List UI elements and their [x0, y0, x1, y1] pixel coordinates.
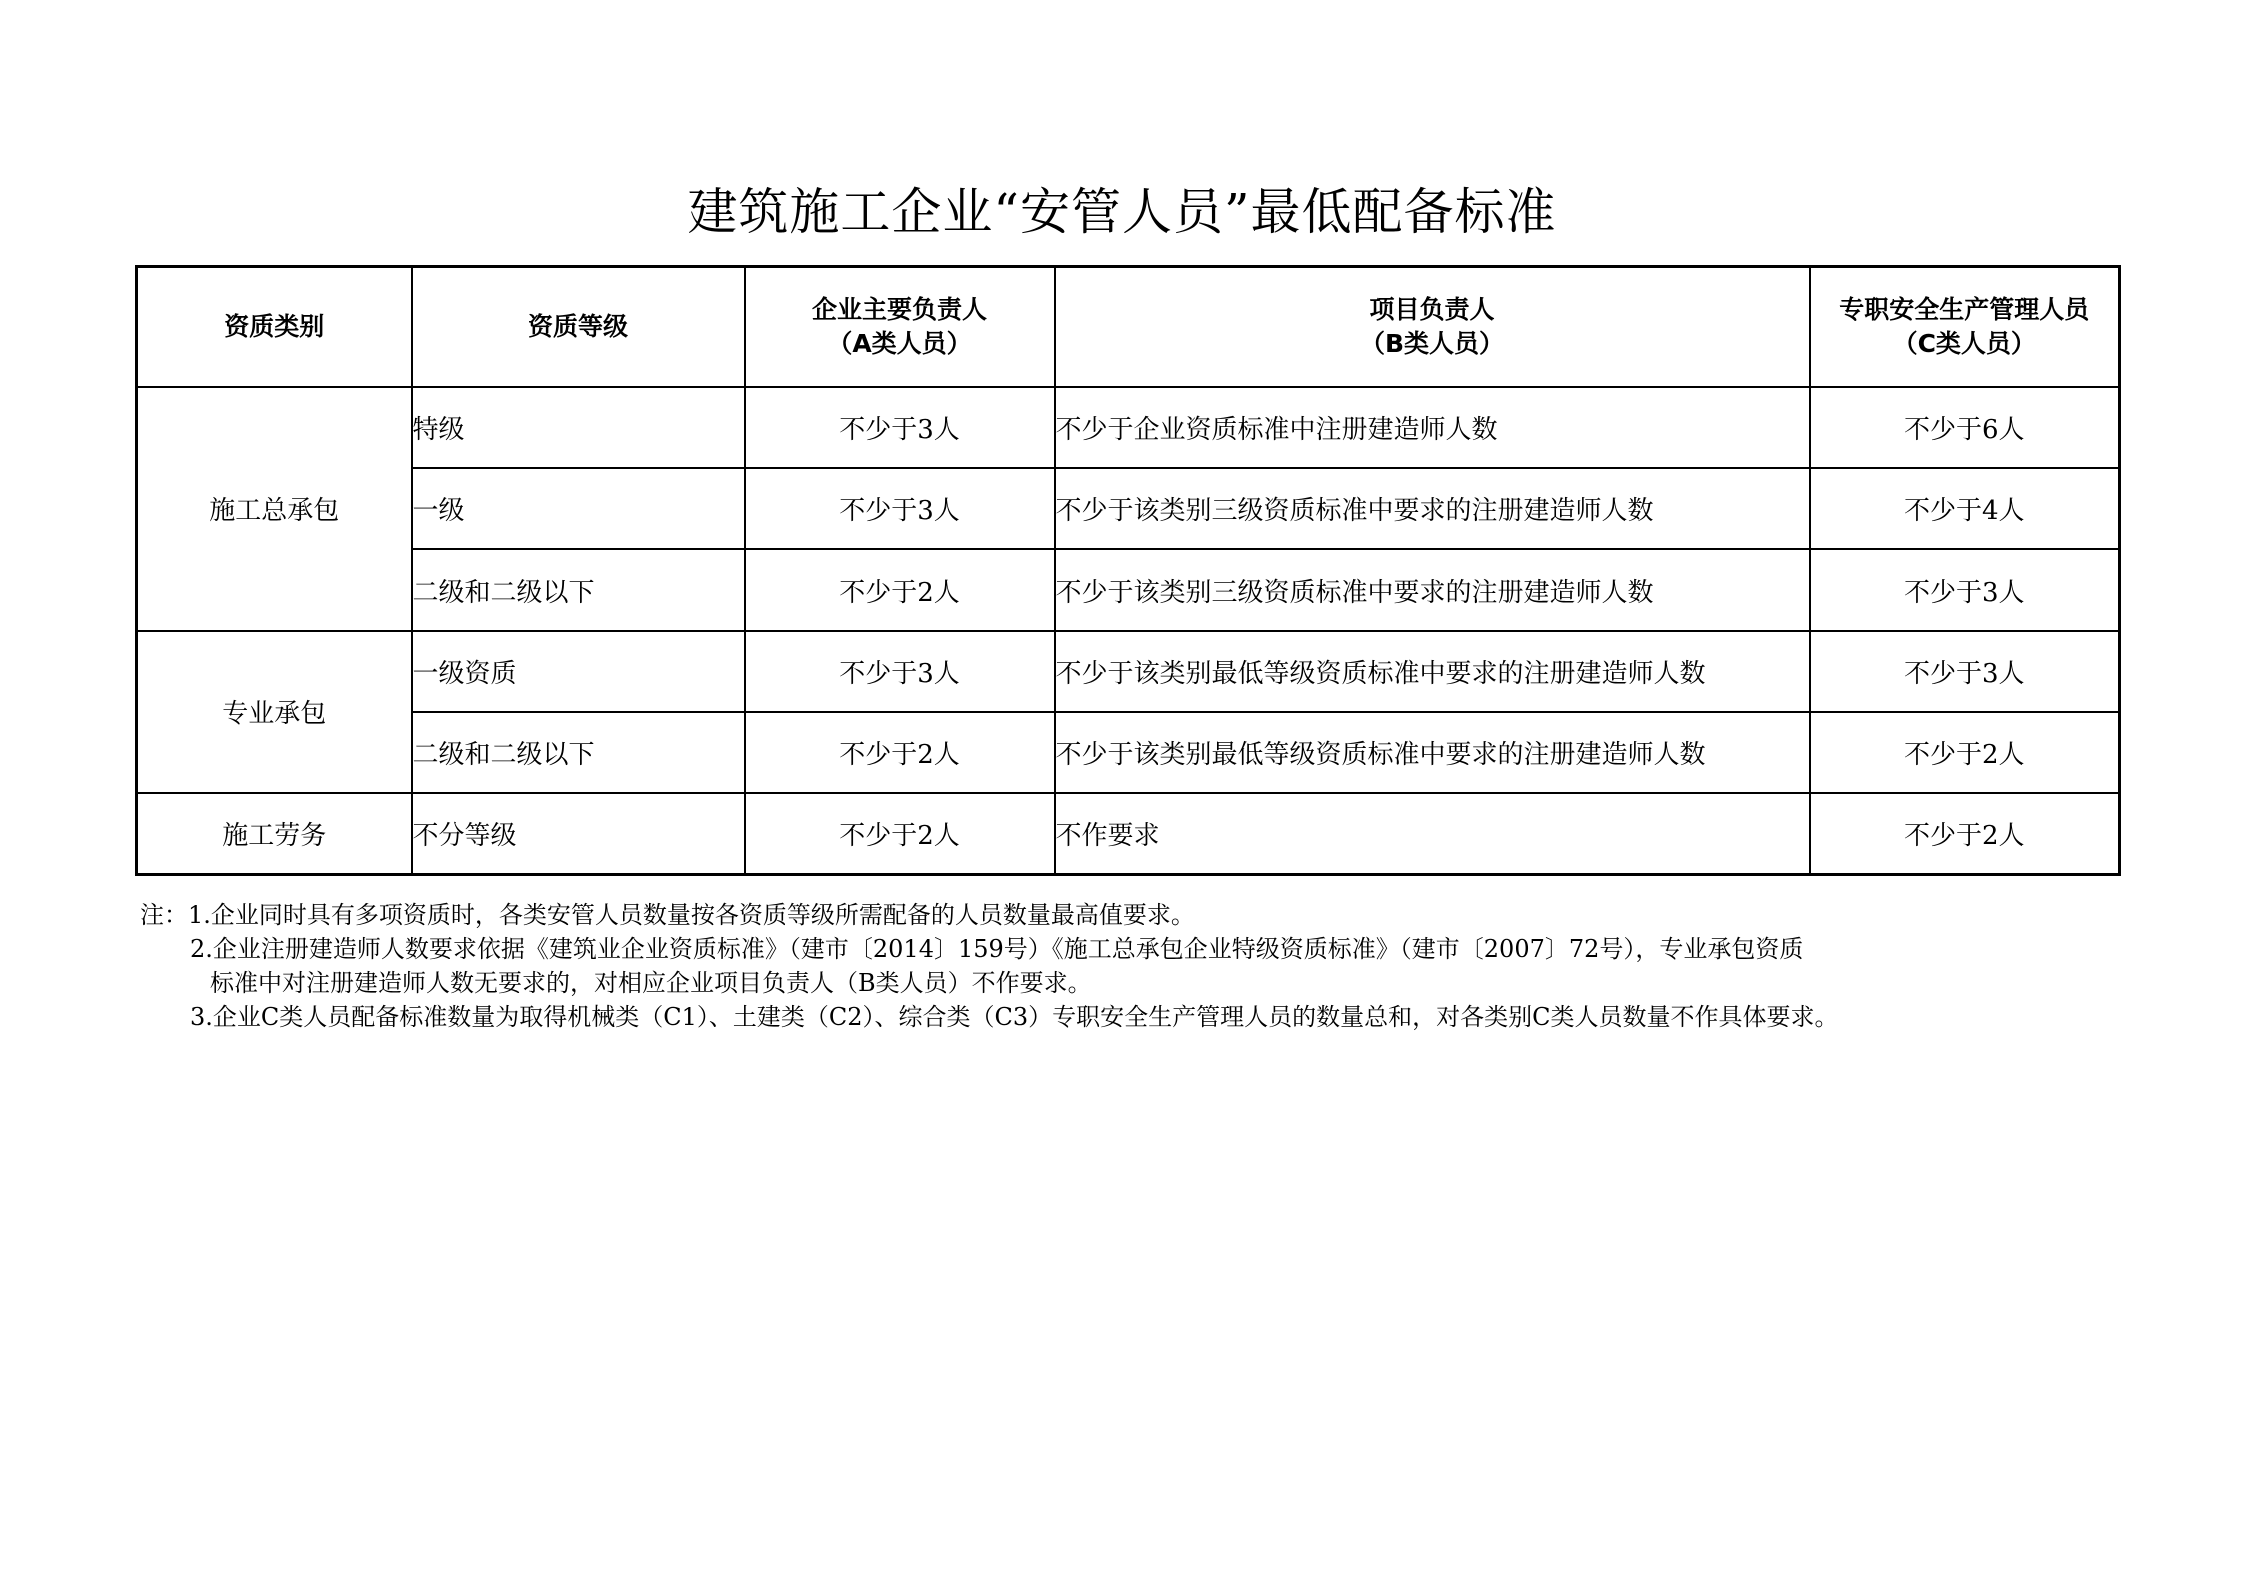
header-c-line2: （C类人员）	[1892, 328, 2036, 358]
table-row	[137, 387, 2120, 468]
header-a-line2: （A类人员）	[827, 328, 972, 358]
b-class-cell: 不少于该类别三级资质标准中要求的注册建造师人数	[1055, 468, 1810, 549]
a-class-cell: 不少于3人	[745, 387, 1055, 468]
a-class-cell: 不少于2人	[745, 712, 1055, 793]
c-class-cell: 不少于3人	[1810, 631, 2120, 712]
b-class-cell: 不少于该类别三级资质标准中要求的注册建造师人数	[1055, 549, 1810, 630]
b-class-cell: 不少于企业资质标准中注册建造师人数	[1055, 387, 1810, 468]
grade-cell: 不分等级	[412, 793, 745, 874]
table-row	[137, 712, 2120, 793]
c-class-cell: 不少于2人	[1810, 712, 2120, 793]
grade-cell: 一级资质	[412, 631, 745, 712]
page-title: 建筑施工企业“安管人员”最低配备标准	[687, 183, 1557, 241]
header-b-line1: 项目负责人	[1369, 294, 1495, 324]
table-row	[137, 631, 2120, 712]
staffing-standard-table	[135, 265, 2121, 876]
c-class-cell: 不少于2人	[1810, 793, 2120, 874]
grade-cell: 二级和二级以下	[412, 549, 745, 630]
b-class-cell: 不作要求	[1055, 793, 1810, 874]
a-class-cell: 不少于3人	[745, 468, 1055, 549]
header-a-class	[745, 267, 1055, 387]
c-class-cell: 不少于6人	[1810, 387, 2120, 468]
header-c-class	[1810, 267, 2120, 387]
header-b-line2: （B类人员）	[1359, 328, 1505, 358]
category-cell: 施工总承包	[137, 387, 412, 631]
note-line-2: 2.企业注册建造师人数要求依据《建筑业企业资质标准》（建市〔2014〕159号）《施工总承包企业特级资质标准》（建市〔2007〕72号），专业承包资质	[190, 935, 1804, 963]
a-class-cell: 不少于3人	[745, 631, 1055, 712]
b-class-cell: 不少于该类别最低等级资质标准中要求的注册建造师人数	[1055, 712, 1810, 793]
c-class-cell: 不少于4人	[1810, 468, 2120, 549]
header-b-class	[1055, 267, 1810, 387]
note-line-3: 标准中对注册建造师人数无要求的，对相应企业项目负责人（B类人员）不作要求。	[210, 969, 1092, 997]
category-cell: 专业承包	[137, 631, 412, 794]
category-cell: 施工劳务	[137, 793, 412, 874]
notes-block	[140, 898, 1839, 1034]
grade-cell: 二级和二级以下	[412, 712, 745, 793]
b-class-cell: 不少于该类别最低等级资质标准中要求的注册建造师人数	[1055, 631, 1810, 712]
table-row	[137, 549, 2120, 630]
header-category: 资质类别	[137, 267, 412, 387]
note-line-1: 注：1.企业同时具有多项资质时，各类安管人员数量按各资质等级所需配备的人员数量最高值要求。	[140, 901, 1195, 929]
a-class-cell: 不少于2人	[745, 549, 1055, 630]
a-class-cell: 不少于2人	[745, 793, 1055, 874]
header-a-line1: 企业主要负责人	[811, 294, 987, 324]
table-row	[137, 468, 2120, 549]
header-c-line1: 专职安全生产管理人员	[1839, 294, 2090, 324]
table-row	[137, 793, 2120, 874]
grade-cell: 特级	[412, 387, 745, 468]
header-grade: 资质等级	[412, 267, 745, 387]
grade-cell: 一级	[412, 468, 745, 549]
c-class-cell: 不少于3人	[1810, 549, 2120, 630]
table-header-row	[137, 267, 2120, 387]
note-line-4: 3.企业C类人员配备标准数量为取得机械类（C1）、土建类（C2）、综合类（C3）专职安全生产管理人员的数量总和，对各类别C类人员数量不作具体要求。	[190, 1003, 1839, 1031]
